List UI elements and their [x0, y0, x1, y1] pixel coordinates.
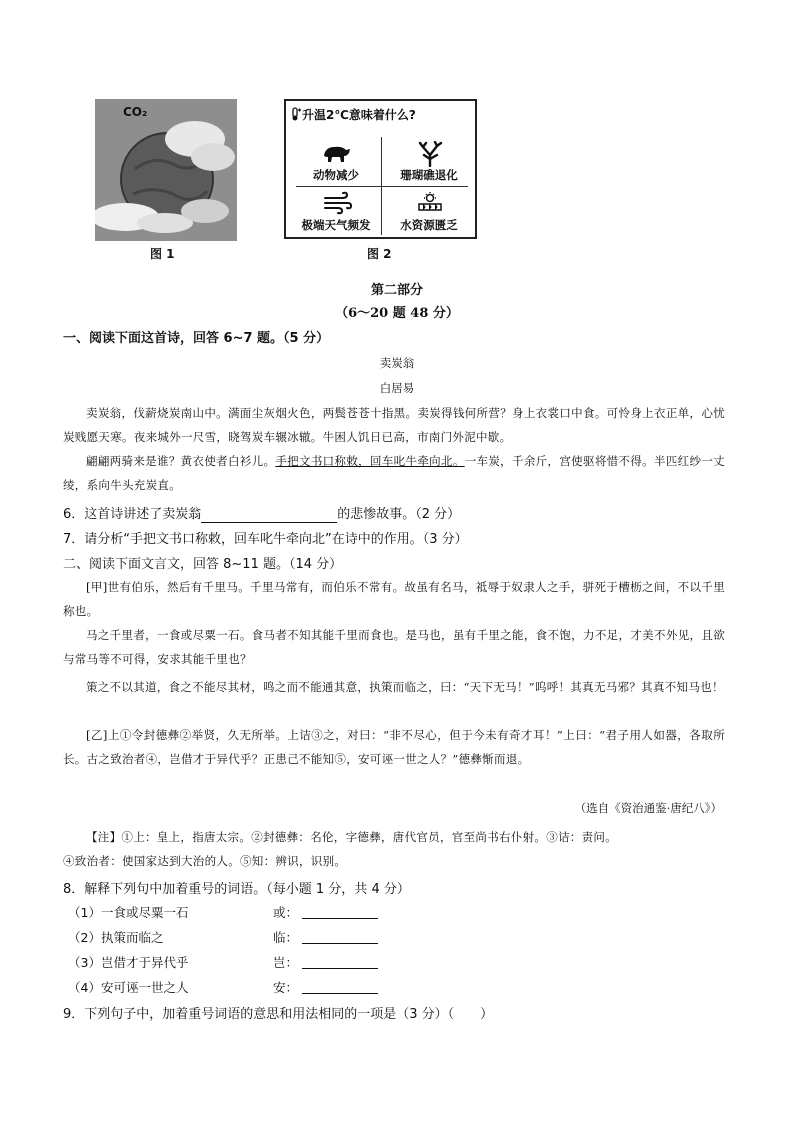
poem-paragraph-2: 翩翩两骑来是谁？黄衣使者白衫儿。手把文书口称敕，回车叱牛牵向北。一车炭，千余斤，宫使驱将惜不得。半匹红纱一丈绫，系向牛头充炭直。: [63, 454, 725, 492]
q8-item-2-blank[interactable]: [302, 943, 378, 944]
section-1-heading: 一、阅读下面这首诗，回答 6~7 题。（5 分）: [63, 331, 330, 346]
q8-item-1-label: （1）一食或尽粟一石: [68, 905, 189, 920]
wind-icon: [322, 191, 352, 215]
cell-weather: [290, 187, 382, 237]
q8-item-1-key: 或：: [273, 905, 299, 920]
q8-item-1-blank[interactable]: [302, 918, 378, 919]
figure-2-title: 升温2℃意味着什么?: [290, 106, 416, 124]
poem-paragraph-1: 卖炭翁，伐薪烧炭南山中。满面尘灰烟火色，两鬓苍苍十指黑。卖炭得钱何所营？身上衣裳口中食。可怜身上衣正单，心忧炭贱愿天寒。夜来城外一尺雪，晓驾炭车辗冰辙。牛困人饥日已高，市南门外泥中歇。: [63, 406, 725, 444]
question-8: 8．解释下列句中加着重号的词语。（每小题 1 分，共 4 分）: [63, 882, 410, 897]
section-2-heading: 二、阅读下面文言文，回答 8~11 题。（14 分）: [63, 557, 343, 572]
cell-label: 珊瑚礁退化: [400, 168, 458, 182]
poem-title: 卖炭翁: [379, 356, 415, 370]
q8-item-3-label: （3）岂借才于异代乎: [68, 955, 189, 970]
figure-1-image: [95, 99, 237, 241]
text-yi-paragraph: [乙]上①令封德彝②举贤，久无所举。上诘③之，对曰：“非不尽心，但于今未有奇才耳！”上曰：“君子用人如器，各取所长。古之致治者④，岂借才于异代乎？正患己不能知⑤，安可诬一世之人？”德彝惭而退。: [63, 728, 725, 766]
text-jia-paragraph-3: 策之不以其道，食之不能尽其材，鸣之而不能通其意，执策而临之，曰：“天下无马！”呜呼！其真无马邪？其真不知马也！: [86, 680, 724, 694]
part-score: （6～20 题 48 分）: [335, 306, 459, 321]
q8-item-3-key: 岂：: [273, 955, 299, 970]
part-title: 第二部分: [370, 283, 423, 298]
cell-coral: [383, 137, 475, 187]
answer-blank[interactable]: [201, 507, 337, 523]
underlined-line: 手把文书口称敕，回车叱牛牵向北。: [275, 454, 465, 468]
earth-smog-illustration: [95, 99, 237, 241]
question-6: 6．这首诗讲述了卖炭翁 的悲惨故事。（2 分）: [63, 507, 461, 522]
text-jia-paragraph-1: [甲]世有伯乐，然后有千里马。千里马常有，而伯乐不常有。故虽有名马，祗辱于奴隶人之手，骈死于槽枥之间，不以千里称也。: [63, 580, 725, 618]
annotation-line-1: 【注】①上：皇上，指唐太宗。②封德彝：名伦，字德彝，唐代官员，官至尚书右仆射。③诘：责问。: [86, 830, 617, 844]
cell-water: [383, 187, 475, 237]
annotation-line-2: ④致治者：使国家达到大治的人。⑤知：辨识，识别。: [63, 854, 347, 868]
cell-label: 水资源匮乏: [400, 218, 458, 232]
q8-item-4-key: 安：: [273, 980, 299, 995]
drought-icon: [415, 191, 445, 215]
thermometer-icon: [290, 107, 302, 124]
figure-2-panel: [284, 99, 477, 239]
q8-item-4-blank[interactable]: [302, 993, 378, 994]
source-citation: （选自《资治通鉴·唐纪八》）: [574, 801, 722, 815]
co2-label: CO₂: [123, 105, 148, 119]
figure-2-caption: 图 2: [367, 247, 392, 261]
q8-item-4-label: （4）安可诬一世之人: [68, 980, 189, 995]
q8-item-2-key: 临：: [273, 930, 299, 945]
figure-1-caption: 图 1: [150, 247, 175, 261]
question-9: 9．下列句子中，加着重号词语的意思和用法相同的一项是（3 分）（ ）: [63, 1007, 494, 1022]
coral-icon: [415, 141, 445, 167]
text-jia-paragraph-2: 马之千里者，一食或尽粟一石。食马者不知其能千里而食也。是马也，虽有千里之能，食不饱，力不足，才美不外见，且欲与常马等不可得，安求其能千里也？: [63, 628, 725, 666]
cell-label: 动物减少: [313, 168, 359, 182]
question-7: 7．请分析“手把文书口称敕，回车叱牛牵向北”在诗中的作用。（3 分）: [63, 532, 468, 547]
q8-item-3-blank[interactable]: [302, 968, 378, 969]
cell-label: 极端天气频发: [301, 218, 371, 232]
q8-item-2-label: （2）执策而临之: [68, 930, 164, 945]
cell-animals: [290, 137, 382, 187]
poem-author: 白居易: [379, 381, 415, 395]
polar-bear-icon: [322, 141, 352, 165]
